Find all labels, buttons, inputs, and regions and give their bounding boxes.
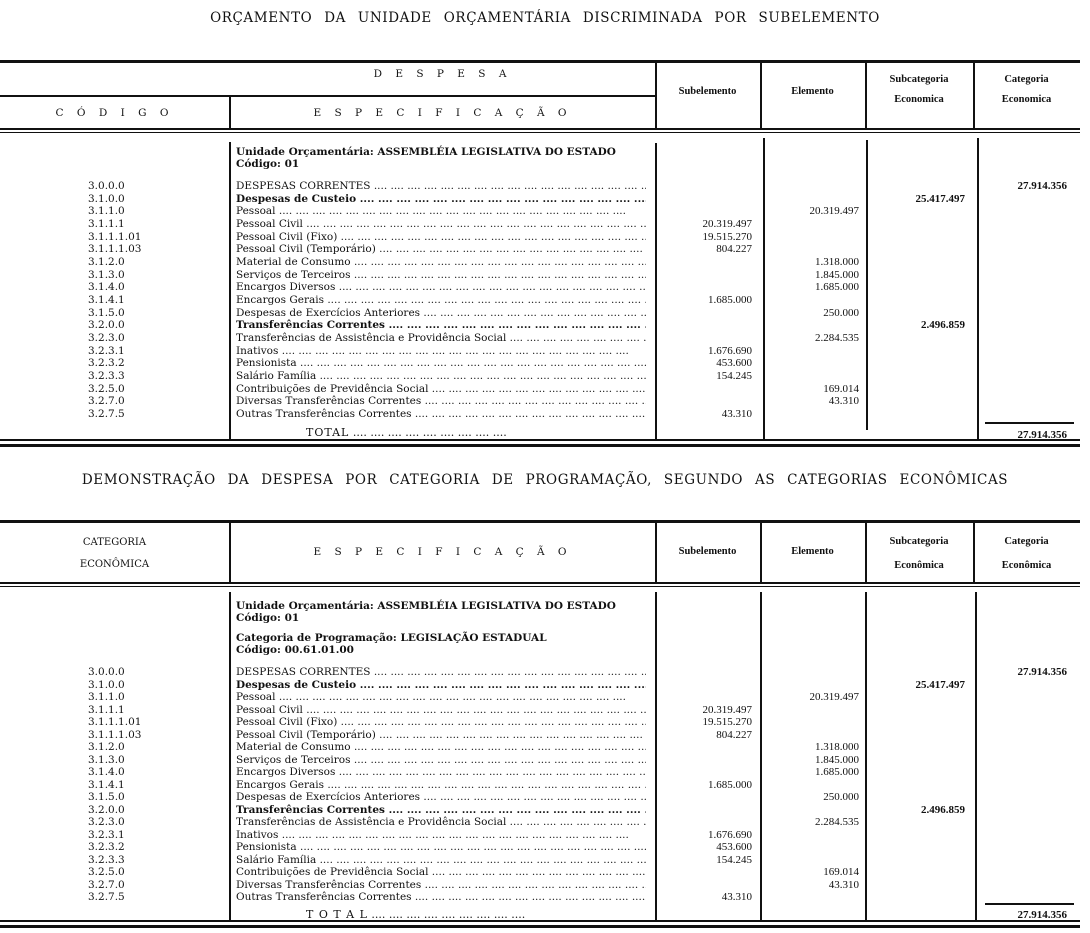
- row-code: 3.1.1.1.03: [88, 728, 142, 741]
- table-row: [0, 829, 1080, 842]
- row-specification: Material de Consumo ....: [236, 741, 646, 754]
- header-categoria: [973, 530, 1080, 578]
- unit-name: Unidade Orçamentária: ASSEMBLÉIA LEGISLATIVA DO ESTADO: [236, 146, 616, 158]
- header-elemento: Elemento: [791, 546, 834, 557]
- table-row: [0, 841, 1080, 854]
- row-specification: Pessoal ....: [236, 205, 646, 218]
- row-specification: Pessoal Civil ....: [236, 218, 646, 231]
- categoria-value: 27.914.356: [1017, 666, 1067, 678]
- table-row: [0, 779, 1080, 792]
- rule: [0, 920, 1080, 922]
- elemento-value: 169.014: [823, 866, 859, 878]
- row-code: 3.2.3.1: [88, 828, 125, 841]
- subcategoria-value: 2.496.859: [921, 803, 965, 816]
- row-specification: Inativos ....: [236, 345, 646, 358]
- header-despesa: D E S P E S A: [373, 68, 512, 80]
- subelemento-value: 804.227: [716, 728, 752, 741]
- row-code: 3.2.7.0: [88, 395, 125, 408]
- subelemento-value: 453.600: [716, 357, 752, 370]
- table-row: [0, 754, 1080, 767]
- header-categoria-economica: [0, 532, 229, 576]
- row-specification: Outras Transferências Correntes ....: [236, 891, 646, 904]
- row-specification: Diversas Transferências Correntes ....: [236, 395, 646, 408]
- row-code: 3.2.3.0: [88, 816, 125, 828]
- elemento-value: 20.319.497: [809, 205, 859, 218]
- row-code: 3.1.3.0: [88, 268, 125, 281]
- subelemento-value: 19.515.270: [702, 230, 752, 243]
- row-specification: Contribuições de Previdência Social ....: [236, 383, 646, 396]
- row-specification: Despesas de Exercícios Anteriores ....: [236, 307, 646, 320]
- header-line: Econômica: [1001, 560, 1052, 571]
- row-code: 3.2.3.2: [88, 357, 125, 370]
- subelemento-value: 1.685.000: [708, 778, 752, 791]
- row-code: 3.1.1.0: [88, 691, 125, 703]
- subelemento-value: 154.245: [716, 370, 752, 383]
- row-code: 3.1.2.0: [88, 256, 125, 269]
- header-line: Economica: [894, 94, 944, 105]
- row-specification: Contribuições de Previdência Social ....: [236, 866, 646, 879]
- subelemento-value: 1.676.690: [708, 344, 752, 357]
- total-value: 27.914.356: [1017, 429, 1067, 441]
- row-specification: DESPESAS CORRENTES ....: [236, 180, 646, 193]
- row-specification: Pessoal Civil (Fixo) ....: [236, 231, 646, 244]
- row-specification: Encargos Diversos ....: [236, 766, 646, 779]
- row-code: 3.2.7.0: [88, 878, 125, 891]
- program-info: [236, 632, 547, 656]
- elemento-value: 1.318.000: [815, 256, 859, 269]
- elemento-value: 43.310: [828, 878, 859, 891]
- total-label: TOTAL ....: [306, 426, 507, 439]
- row-specification: Despesas de Custeio ....: [236, 679, 646, 692]
- row-code: 3.0.0.0: [88, 180, 125, 192]
- elemento-value: 43.310: [828, 395, 859, 408]
- header-line: Econômica: [894, 560, 944, 571]
- row-code: 3.1.0.0: [88, 678, 125, 691]
- table2-title: DEMONSTRAÇÃO DA DESPESA POR CATEGORIA DE PROGRAMAÇÃO, SEGUNDO AS CATEGORIAS ECONÔMICAS: [81, 472, 1009, 488]
- row-code: 3.1.4.1: [88, 778, 125, 791]
- header-subcategoria: [865, 530, 973, 578]
- row-specification: Diversas Transferências Correntes ....: [236, 879, 646, 892]
- row-code: 3.1.1.1.01: [88, 230, 142, 243]
- elemento-value: 1.685.000: [815, 281, 859, 294]
- table-row: [0, 704, 1080, 717]
- elemento-value: 20.319.497: [809, 691, 859, 703]
- elemento-value: 1.685.000: [815, 766, 859, 778]
- row-code: 3.1.3.0: [88, 753, 125, 766]
- subelemento-value: 43.310: [721, 891, 752, 903]
- row-specification: Outras Transferências Correntes ....: [236, 408, 646, 421]
- rule: [0, 925, 1080, 928]
- subelemento-value: 43.310: [721, 408, 752, 421]
- table-row: [0, 741, 1080, 754]
- table-row: [0, 804, 1080, 817]
- row-code: 3.1.5.0: [88, 791, 125, 803]
- elemento-value: 250.000: [823, 306, 859, 319]
- total-value: 27.914.356: [1017, 909, 1067, 921]
- row-code: 3.1.4.1: [88, 294, 125, 307]
- row-specification: Pensionista ....: [236, 357, 646, 370]
- row-code: 3.2.3.2: [88, 841, 125, 853]
- header-line: Economica: [1001, 94, 1052, 105]
- header-line: CATEGORIA: [82, 537, 147, 548]
- row-code: 3.0.0.0: [88, 666, 125, 678]
- table-row: [0, 854, 1080, 867]
- row-specification: Inativos ....: [236, 829, 646, 842]
- program-code: Código: 00.61.01.00: [236, 644, 354, 656]
- row-code: 3.2.0.0: [88, 319, 125, 332]
- categoria-value: 27.914.356: [1017, 180, 1067, 192]
- table-row: [0, 679, 1080, 692]
- table-row: [0, 729, 1080, 742]
- row-specification: DESPESAS CORRENTES ....: [236, 666, 646, 679]
- subelemento-value: 20.319.497: [702, 218, 752, 230]
- header-line: Subcategoria: [889, 74, 949, 85]
- subelemento-value: 453.600: [716, 841, 752, 853]
- row-specification: Salário Família ....: [236, 854, 646, 867]
- table-row: [0, 791, 1080, 804]
- rule: [985, 903, 1074, 905]
- row-code: 3.2.3.3: [88, 370, 125, 383]
- row-code: 3.1.0.0: [88, 192, 125, 205]
- row-specification: Transferências Correntes ....: [236, 319, 646, 332]
- row-specification: Despesas de Custeio ....: [236, 193, 646, 206]
- elemento-value: 169.014: [823, 382, 859, 395]
- row-specification: Encargos Gerais ....: [236, 779, 646, 792]
- elemento-value: 250.000: [823, 791, 859, 803]
- row-specification: Pessoal Civil (Temporário) ....: [236, 729, 646, 742]
- row-code: 3.1.1.1.03: [88, 243, 142, 256]
- elemento-value: 2.284.535: [815, 332, 859, 345]
- row-specification: Encargos Gerais ....: [236, 294, 646, 307]
- row-code: 3.2.0.0: [88, 803, 125, 816]
- row-specification: Serviços de Terceiros ....: [236, 754, 646, 767]
- table-row: [0, 691, 1080, 704]
- elemento-value: 1.845.000: [815, 268, 859, 281]
- row-specification: Pessoal Civil ....: [236, 704, 646, 717]
- row-specification: Pessoal Civil (Fixo) ....: [236, 716, 646, 729]
- header-line: ECONÔMICA: [79, 559, 150, 570]
- row-code: 3.2.7.5: [88, 891, 125, 903]
- row-code: 3.2.5.0: [88, 866, 125, 878]
- subcategoria-value: 25.417.497: [915, 678, 965, 691]
- row-specification: Salário Família ....: [236, 370, 646, 383]
- row-code: 3.2.5.0: [88, 382, 125, 395]
- row-specification: Encargos Diversos ....: [236, 281, 646, 294]
- row-code: 3.2.7.5: [88, 408, 125, 421]
- rule: [0, 520, 1080, 523]
- program-name: Categoria de Programação: LEGISLAÇÃO ESTADUAL: [236, 632, 547, 644]
- header-line: Categoria: [1004, 74, 1049, 85]
- subelemento-value: 154.245: [716, 853, 752, 866]
- elemento-value: 1.845.000: [815, 753, 859, 766]
- header-subelemento: Subelemento: [678, 86, 737, 97]
- row-specification: Transferências Correntes ....: [236, 804, 646, 817]
- row-code: 3.1.2.0: [88, 741, 125, 753]
- unit-code: Código: 01: [236, 612, 300, 624]
- unit-code: Código: 01: [236, 158, 300, 170]
- row-specification: Serviços de Terceiros ....: [236, 269, 646, 282]
- row-code: 3.2.3.1: [88, 344, 125, 357]
- header-especificacao: E S P E C I F I C A Ç Ã O: [313, 107, 572, 119]
- row-code: 3.1.1.0: [88, 205, 125, 218]
- row-code: 3.1.4.0: [88, 281, 125, 294]
- header-line: Subcategoria: [889, 536, 949, 547]
- rule: [0, 582, 1080, 584]
- table-row: [0, 716, 1080, 729]
- header-subelemento: Subelemento: [678, 546, 737, 557]
- table-row: [0, 879, 1080, 892]
- subelemento-value: 804.227: [716, 243, 752, 256]
- row-code: 3.2.3.3: [88, 853, 125, 866]
- header-especificacao: E S P E C I F I C A Ç Ã O: [313, 546, 572, 558]
- subcategoria-value: 2.496.859: [921, 319, 965, 332]
- unit-name: Unidade Orçamentária: ASSEMBLÉIA LEGISLATIVA DO ESTADO: [236, 600, 616, 612]
- row-specification: Pessoal ....: [236, 691, 646, 704]
- subelemento-value: 1.676.690: [708, 828, 752, 841]
- row-code: 3.1.4.0: [88, 766, 125, 778]
- subelemento-value: 1.685.000: [708, 294, 752, 307]
- table-row: [0, 816, 1080, 829]
- row-code: 3.1.1.1: [88, 218, 125, 230]
- table1-title: ORÇAMENTO DA UNIDADE ORÇAMENTÁRIA DISCRIMINADA POR SUBELEMENTO: [210, 10, 880, 26]
- rule: [0, 586, 1080, 587]
- row-specification: Despesas de Exercícios Anteriores ....: [236, 791, 646, 804]
- header-codigo: C Ó D I G O: [55, 107, 174, 119]
- total-label: T O T A L ....: [306, 908, 525, 921]
- subelemento-value: 19.515.270: [702, 716, 752, 728]
- elemento-value: 2.284.535: [815, 816, 859, 828]
- row-specification: Pensionista ....: [236, 841, 646, 854]
- unit-info: [236, 600, 616, 624]
- row-specification: Transferências de Assistência e Providência Social ....: [236, 816, 646, 829]
- row-code: 3.1.1.1: [88, 703, 125, 716]
- row-code: 3.1.5.0: [88, 306, 125, 319]
- row-specification: Transferências de Assistência e Providência Social ....: [236, 332, 646, 345]
- row-specification: Material de Consumo ....: [236, 256, 646, 269]
- header-elemento: Elemento: [791, 86, 834, 97]
- subelemento-value: 20.319.497: [702, 703, 752, 716]
- table-row: [0, 891, 1080, 904]
- row-specification: Pessoal Civil (Temporário) ....: [236, 243, 646, 256]
- table-row: [0, 866, 1080, 879]
- header-line: Categoria: [1004, 536, 1049, 547]
- elemento-value: 1.318.000: [815, 741, 859, 753]
- table-row: [0, 666, 1080, 679]
- table-row: [0, 766, 1080, 779]
- subcategoria-value: 25.417.497: [915, 192, 965, 205]
- row-code: 3.2.3.0: [88, 332, 125, 345]
- row-code: 3.1.1.1.01: [88, 716, 142, 728]
